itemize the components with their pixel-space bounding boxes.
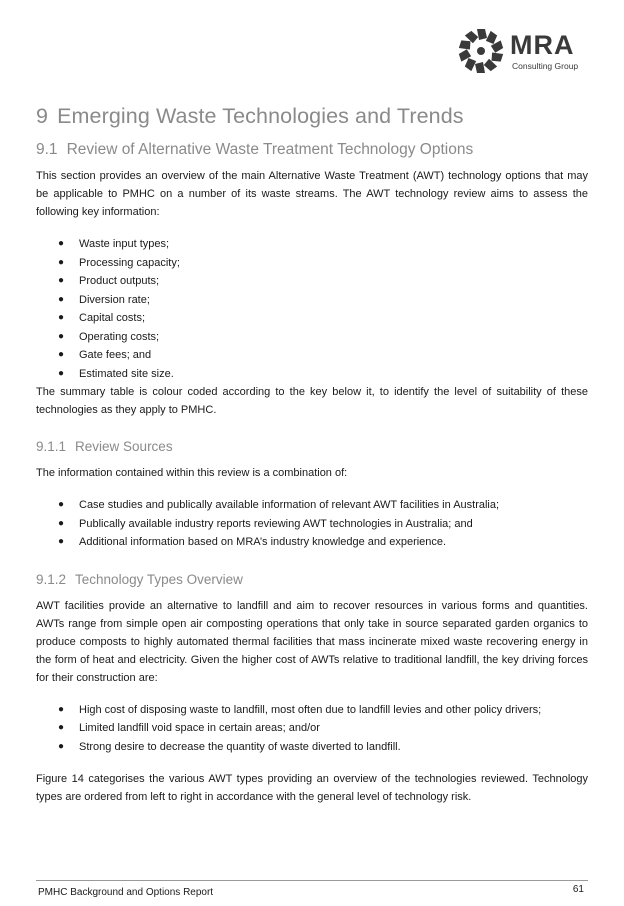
bullet-icon: ● bbox=[58, 256, 65, 268]
list-item bbox=[36, 309, 588, 328]
list-item-text: Product outputs; bbox=[79, 275, 160, 287]
list-item-text: Publically available industry reports reviewing AWT technologies in Australia; and bbox=[79, 517, 473, 530]
list-item bbox=[36, 719, 588, 738]
technology-overview-paragraph: AWT facilities provide an alternative to landfill and aim to recover resources in various forms and quantities. AWTs range from simple open air composting operations that only take in source separated garden organics to produce composts to highly automated thermal facilities that mass incinerate mixed waste recovering energy in the form of heat and electricity. Given the higher cost of AWTs relative to traditional landfill, the key driving forces for their construction are: bbox=[36, 599, 588, 684]
chapter-title: Emerging Waste Technologies and Trends bbox=[57, 104, 464, 128]
list-item-text: Strong desire to decrease the quantity of waste diverted to landfill. bbox=[79, 740, 401, 753]
bullet-icon: ● bbox=[58, 740, 65, 752]
summary-paragraph: The summary table is colour coded according to the key below it, to identify the level of suitability of these technologies as they apply to PMHC. bbox=[36, 386, 588, 416]
section-number: 9.1 bbox=[36, 141, 58, 158]
section-heading bbox=[36, 141, 588, 159]
bullet-icon: ● bbox=[58, 703, 65, 715]
footer-divider bbox=[36, 880, 588, 881]
list-item-text: Diversion rate; bbox=[79, 293, 150, 306]
bullet-icon: ● bbox=[58, 330, 65, 342]
bullet-icon: ● bbox=[58, 536, 65, 547]
footer-report-title: PMHC Background and Options Report bbox=[38, 887, 214, 898]
subsection-heading-technology-types bbox=[36, 572, 588, 587]
subsection-title: Review Sources bbox=[75, 439, 173, 454]
chapter-number: 9 bbox=[36, 104, 49, 128]
mra-logo bbox=[454, 24, 594, 78]
bullet-icon: ● bbox=[58, 238, 65, 249]
figure-reference-paragraph: Figure 14 categorises the various AWT types providing an overview of the technologies reviewed. Technology types are ordered from left to right in accordance with the general level of technology risk. bbox=[36, 773, 588, 803]
review-sources-intro: The information contained within this review is a combination of: bbox=[36, 467, 348, 479]
key-info-list bbox=[36, 235, 588, 383]
subsection-title: Technology Types Overview bbox=[75, 571, 243, 587]
list-item bbox=[36, 254, 588, 273]
list-item-text: Operating costs; bbox=[79, 330, 160, 343]
list-item bbox=[36, 291, 588, 310]
list-item bbox=[36, 346, 588, 365]
bullet-icon: ● bbox=[58, 722, 65, 733]
list-item-text: Waste input types; bbox=[79, 238, 170, 250]
bullet-icon: ● bbox=[58, 499, 65, 510]
subsection-number: 9.1.1 bbox=[36, 439, 67, 454]
chapter-heading bbox=[36, 104, 588, 129]
logo-subtitle: Consulting Group bbox=[512, 61, 579, 71]
bullet-icon: ● bbox=[58, 349, 65, 360]
list-item bbox=[36, 738, 588, 757]
list-item bbox=[36, 235, 588, 254]
list-item-text: Case studies and publically available information of relevant AWT facilities in Australia; bbox=[79, 499, 500, 511]
bullet-icon: ● bbox=[58, 312, 65, 323]
list-item bbox=[36, 701, 588, 720]
list-item bbox=[36, 365, 588, 384]
review-sources-list bbox=[36, 496, 588, 552]
list-item-text: Processing capacity; bbox=[79, 256, 180, 269]
driving-forces-list bbox=[36, 701, 588, 757]
list-item bbox=[36, 515, 588, 534]
subsection-number: 9.1.2 bbox=[36, 571, 67, 587]
list-item-text: High cost of disposing waste to landfill, most often due to landfill levies and other policy drivers; bbox=[79, 703, 542, 716]
bullet-icon: ● bbox=[58, 275, 65, 286]
list-item bbox=[36, 496, 588, 515]
list-item bbox=[36, 533, 588, 552]
list-item-text: Limited landfill void space in certain areas; and/or bbox=[79, 722, 320, 734]
page-body bbox=[36, 104, 588, 806]
list-item-text: Estimated site size. bbox=[79, 367, 174, 380]
section-title: Review of Alternative Waste Treatment Technology Options bbox=[66, 141, 474, 158]
intro-paragraph: This section provides an overview of the main Alternative Waste Treatment (AWT) technology options that may be applicable to PMHC on a number of its waste streams. The AWT technology review aims to assess the following key information: bbox=[36, 170, 588, 218]
list-item bbox=[36, 272, 588, 291]
list-item-text: Additional information based on MRA’s industry knowledge and experience. bbox=[79, 536, 447, 548]
list-item bbox=[36, 328, 588, 347]
list-item-text: Capital costs; bbox=[79, 312, 146, 324]
subsection-heading-review-sources bbox=[36, 439, 588, 454]
mra-logo-mark-icon bbox=[454, 24, 508, 78]
bullet-icon: ● bbox=[58, 293, 65, 305]
page-number: 61 bbox=[572, 884, 584, 895]
list-item-text: Gate fees; and bbox=[79, 349, 152, 361]
bullet-icon: ● bbox=[58, 517, 65, 529]
bullet-icon: ● bbox=[58, 367, 65, 379]
logo-brand-text: MRA bbox=[510, 30, 575, 60]
